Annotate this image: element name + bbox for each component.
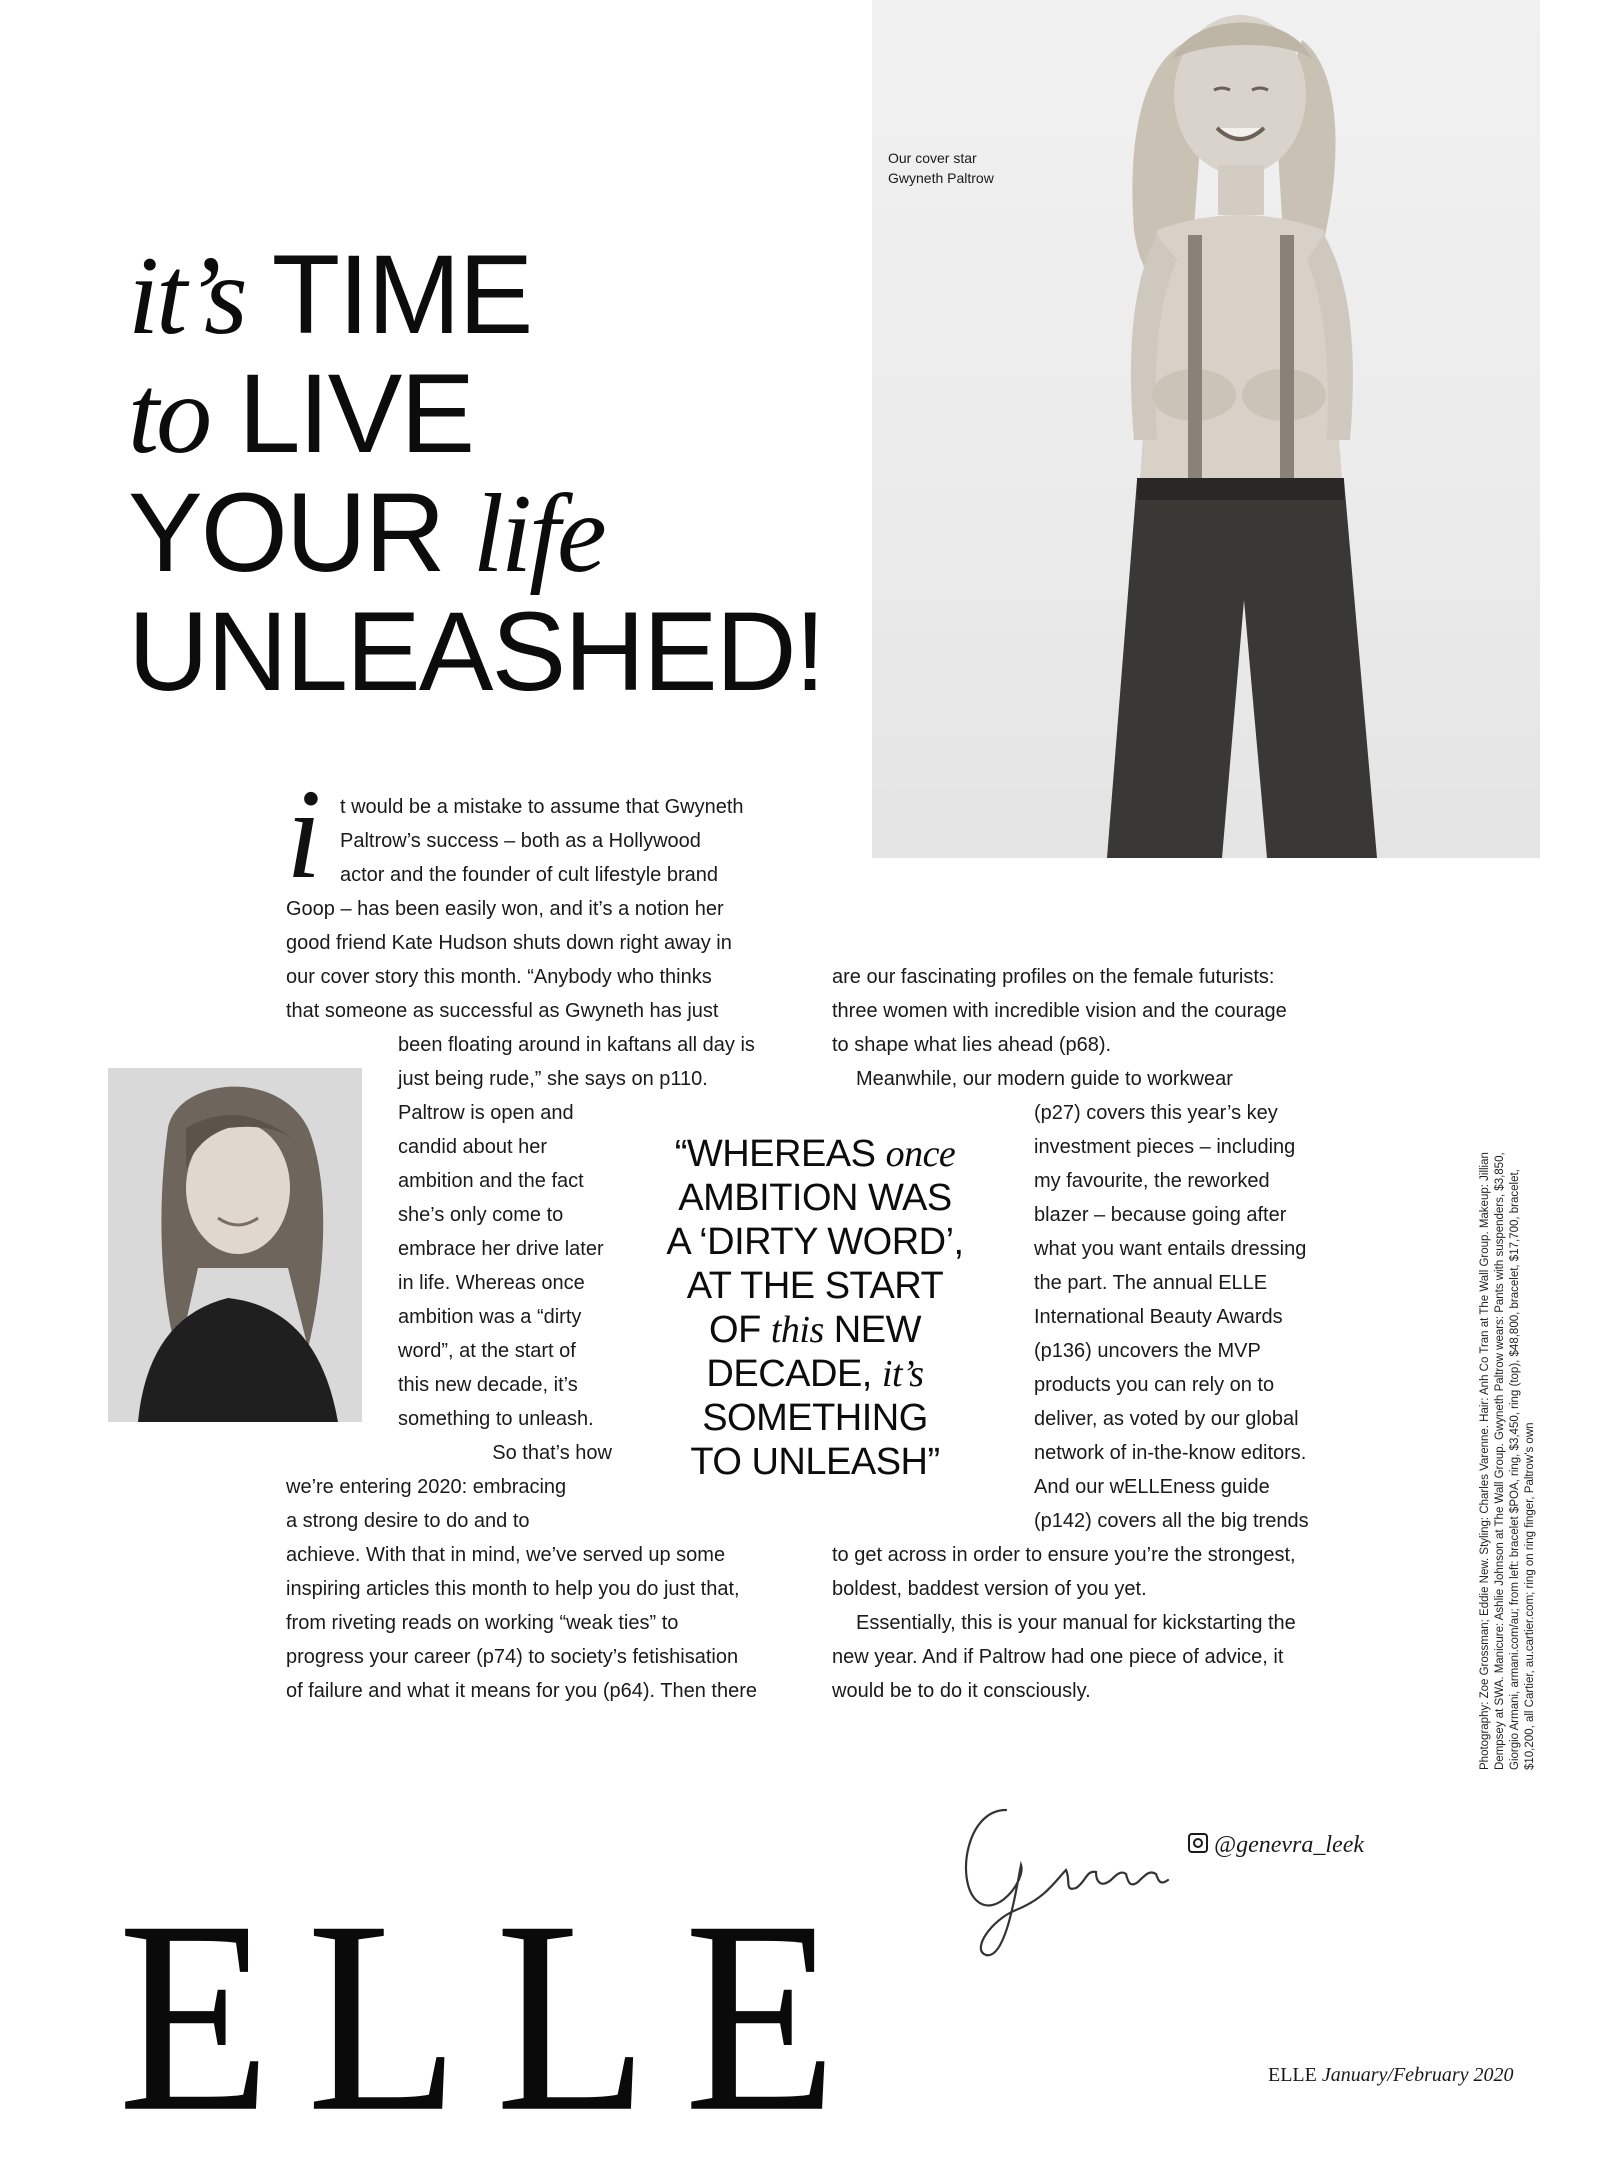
folio-issue: January/February 2020 <box>1321 2064 1514 2086</box>
body-line: from riveting reads on working “weak ties” to <box>286 1612 679 1634</box>
body-line: something to unleash. <box>398 1408 594 1430</box>
pull-quote-italic: once <box>885 1133 956 1175</box>
pull-quote-text: “WHEREAS <box>674 1133 886 1175</box>
pull-quote-text: NEW <box>823 1309 921 1351</box>
pull-quote-text: OF <box>709 1309 771 1351</box>
body-line: (p136) uncovers the MVP <box>1034 1340 1261 1362</box>
headline-italic-word: it’s <box>128 234 245 358</box>
editor-photo <box>108 1068 362 1422</box>
body-line: just being rude,” she says on p110. <box>398 1068 708 1090</box>
body-line: good friend Kate Hudson shuts down right away in <box>286 932 732 954</box>
headline-italic-word: life <box>472 472 604 596</box>
body-line: progress your career (p74) to society’s fetishisation <box>286 1646 739 1668</box>
body-line: a strong desire to do and to <box>286 1510 530 1532</box>
body-line: would be to do it consciously. <box>832 1680 1091 1702</box>
headline <box>128 232 848 714</box>
body-line: boldest, baddest version of you yet. <box>832 1578 1147 1600</box>
body-line: what you want entails dressing <box>1034 1238 1307 1260</box>
body-line: Paltrow’s success – both as a Hollywood <box>340 830 701 852</box>
body-line: new year. And if Paltrow had one piece of advice, it <box>832 1646 1284 1668</box>
body-line: of failure and what it means for you (p64). Then there <box>286 1680 758 1702</box>
pull-quote-line: SOMETHING <box>702 1397 928 1439</box>
body-line: Goop – has been easily won, and it’s a notion her <box>286 898 724 920</box>
body-line: to shape what lies ahead (p68). <box>832 1034 1112 1056</box>
headline-line <box>128 589 848 714</box>
body-line: Essentially, this is your manual for kickstarting the <box>856 1612 1296 1634</box>
page-folio <box>1268 2064 1514 2087</box>
cover-photo <box>872 0 1540 858</box>
cover-photo-illustration <box>872 0 1540 858</box>
credit-line: $10,200, all Cartier, au.cartier.com; ring on ring finger, Paltrow’s own <box>1524 1422 1536 1770</box>
body-line: the part. The annual ELLE <box>1034 1272 1268 1294</box>
article-column-left-narrow <box>398 1096 612 1470</box>
body-line: embrace her drive later <box>398 1238 604 1260</box>
body-line: to get across in order to ensure you’re the strongest, <box>832 1544 1296 1566</box>
article-column-left-bottom <box>286 1538 784 1708</box>
editor-social-handle[interactable] <box>1188 1832 1364 1859</box>
folio-brand: ELLE <box>1268 2064 1317 2086</box>
body-line: network of in-the-know editors. <box>1034 1442 1307 1464</box>
headline-word: YOUR <box>128 470 473 595</box>
body-line: been floating around in kaftans all day is <box>398 1034 755 1056</box>
headline-word: TIME <box>244 232 532 357</box>
body-line: (p142) covers all the big trends <box>1034 1510 1309 1532</box>
article-column-left-wide <box>286 1470 612 1538</box>
body-line: are our fascinating profiles on the female futurists: <box>832 966 1275 988</box>
body-line: t would be a mistake to assume that Gwyneth <box>340 796 744 818</box>
body-line: ambition and the fact <box>398 1170 584 1192</box>
caption-line: Gwyneth Paltrow <box>888 170 994 186</box>
headline-italic-word: to <box>128 353 210 477</box>
body-line: inspiring articles this month to help you do just that, <box>286 1578 740 1600</box>
body-line: that someone as successful as Gwyneth has just <box>286 1000 719 1022</box>
article-column-right-top <box>832 960 1328 1096</box>
body-line: Paltrow is open and <box>398 1102 574 1124</box>
body-line: she’s only come to <box>398 1204 564 1226</box>
body-line: in life. Whereas once <box>398 1272 585 1294</box>
pull-quote-line <box>650 1308 980 1352</box>
editor-signature <box>946 1770 1216 1970</box>
handle-text: @genevra_leek <box>1214 1832 1364 1858</box>
pull-quote-line: AT THE START <box>686 1265 944 1307</box>
pull-quote-line <box>650 1132 980 1176</box>
body-line: products you can rely on to <box>1034 1374 1275 1396</box>
photo-credits <box>1478 1152 1538 1770</box>
body-line: candid about her <box>398 1136 548 1158</box>
pull-quote-text: DECADE, <box>706 1353 882 1395</box>
body-line: we’re entering 2020: embracing <box>286 1476 567 1498</box>
pull-quote <box>650 1132 980 1484</box>
elle-logo: ELLE <box>118 1864 873 2169</box>
article-column-left-mid <box>398 1028 784 1096</box>
article-column-right-bottom <box>832 1538 1328 1708</box>
body-line: deliver, as voted by our global <box>1034 1408 1299 1430</box>
photo-caption <box>888 148 1088 188</box>
editor-photo-illustration <box>108 1068 362 1422</box>
credit-line: Dempsey at SWA. Manicure: Ashlie Johnson at The Wall Group. Gwyneth Paltrow wears: Pants with suspenders, $3,850, <box>1494 1152 1506 1770</box>
article-column-left-full <box>286 892 784 1028</box>
headline-word: UNLEASHED! <box>128 589 824 714</box>
body-line: my favourite, the reworked <box>1034 1170 1270 1192</box>
article-column-right-narrow <box>1034 1096 1328 1538</box>
caption-line: Our cover star <box>888 150 977 166</box>
body-line: this new decade, it’s <box>398 1374 578 1396</box>
article-column-left-top <box>340 790 784 892</box>
body-line: three women with incredible vision and the courage <box>832 1000 1287 1022</box>
headline-line <box>128 470 848 596</box>
credit-line: Giorgio Armani, armani.com/au; from left: bracelet $POA, ring, $3,450, ring (top), $48,800, bracelet, $17,700, bracelet, <box>1509 1169 1521 1770</box>
body-line: achieve. With that in mind, we’ve served up some <box>286 1544 726 1566</box>
body-line: So that’s how <box>492 1442 612 1464</box>
body-line: (p27) covers this year’s key <box>1034 1102 1278 1124</box>
body-line: our cover story this month. “Anybody who thinks <box>286 966 712 988</box>
pull-quote-line: TO UNLEASH” <box>690 1441 940 1483</box>
body-line: ambition was a “dirty <box>398 1306 582 1328</box>
headline-line <box>128 351 848 477</box>
body-line: Meanwhile, our modern guide to workwear <box>856 1068 1233 1090</box>
pull-quote-italic: it’s <box>881 1353 924 1395</box>
drop-cap: i <box>286 763 322 905</box>
credit-line: Photography: Zoe Grossman; Eddie New. Styling: Charles Varenne. Hair: Anh Co Tran at The Wall Group. Makeup: Jillian <box>1479 1152 1491 1770</box>
instagram-icon <box>1188 1833 1208 1853</box>
pull-quote-line: AMBITION WAS <box>678 1177 952 1219</box>
body-line: And our wELLEness guide <box>1034 1476 1270 1498</box>
headline-word: LIVE <box>209 351 474 476</box>
pull-quote-line <box>650 1352 980 1396</box>
body-line: International Beauty Awards <box>1034 1306 1283 1328</box>
pull-quote-italic: this <box>770 1309 824 1351</box>
body-line: investment pieces – including <box>1034 1136 1296 1158</box>
body-line: blazer – because going after <box>1034 1204 1287 1226</box>
headline-line <box>128 232 848 358</box>
pull-quote-line: A ‘DIRTY WORD’, <box>666 1221 964 1263</box>
body-line: word”, at the start of <box>398 1340 576 1362</box>
body-line: actor and the founder of cult lifestyle brand <box>340 864 719 886</box>
